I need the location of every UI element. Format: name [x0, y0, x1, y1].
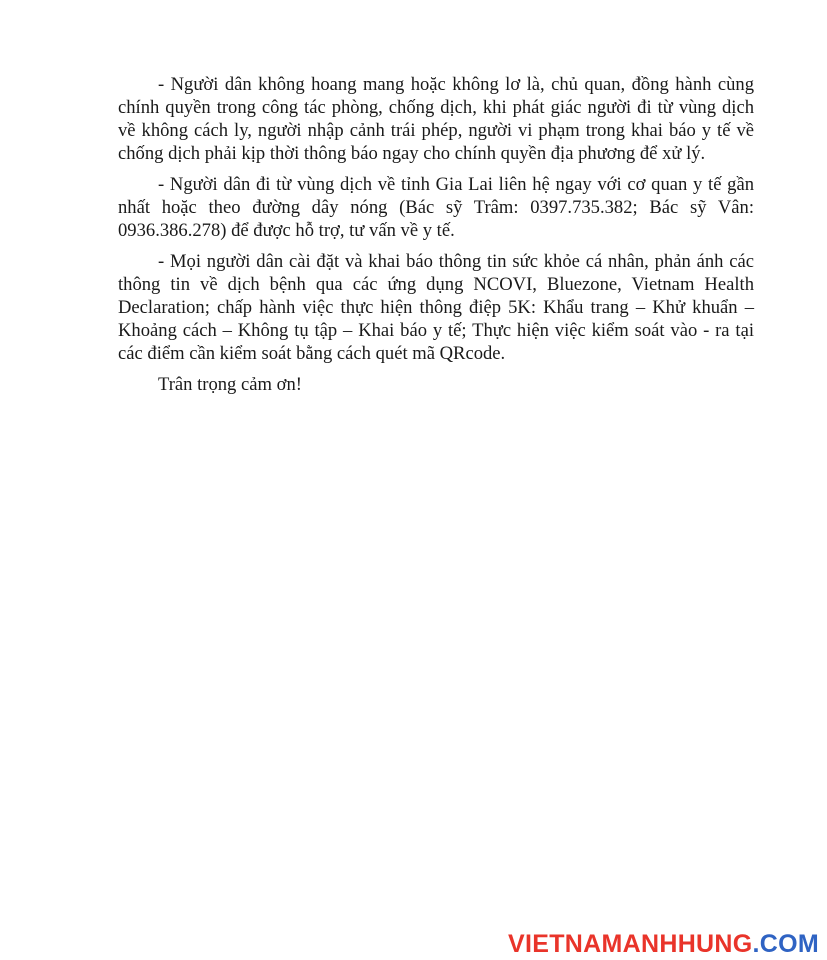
- paragraph-hotline-contact: - Người dân đi từ vùng dịch về tỉnh Gia Lai liên hệ ngay với cơ quan y tế gần nhất hoặc theo đường dây nóng (Bác sỹ Trâm: 0397.735.382; Bác sỹ Vân: 0936.386.278) để được hỗ trợ, tư vấn về y tế.: [118, 174, 754, 241]
- closing-line: Trân trọng cảm ơn!: [158, 374, 302, 395]
- watermark-part-2: ANHHUNG: [622, 930, 753, 958]
- paragraph-community-vigilance: - Người dân không hoang mang hoặc không lơ là, chủ quan, đồng hành cùng chính quyền trong công tác phòng, chống dịch, khi phát giác người đi từ vùng dịch về không cách ly, người nhập cảnh trái phép, người vi phạm trong khai báo y tế về chống dịch phải kịp thời thông báo ngay cho chính quyền địa phương để xử lý.: [118, 74, 754, 164]
- watermark-part-1: VIETNAM: [508, 930, 623, 958]
- document-body: [118, 73, 754, 396]
- watermark-logo: [508, 930, 819, 959]
- paragraph-health-declaration: - Mọi người dân cài đặt và khai báo thông tin sức khỏe cá nhân, phản ánh các thông tin về dịch bệnh qua các ứng dụng NCOVI, Bluezone, Vietnam Health Declaration; chấp hành việc thực hiện thông điệp 5K: Khẩu trang – Khử khuẩn – Khoảng cách – Không tụ tập – Khai báo y tế; Thực hiện việc kiểm soát vào - ra tại các điểm cần kiểm soát bằng cách quét mã QRcode.: [118, 251, 754, 364]
- watermark-part-3: .COM: [752, 930, 819, 958]
